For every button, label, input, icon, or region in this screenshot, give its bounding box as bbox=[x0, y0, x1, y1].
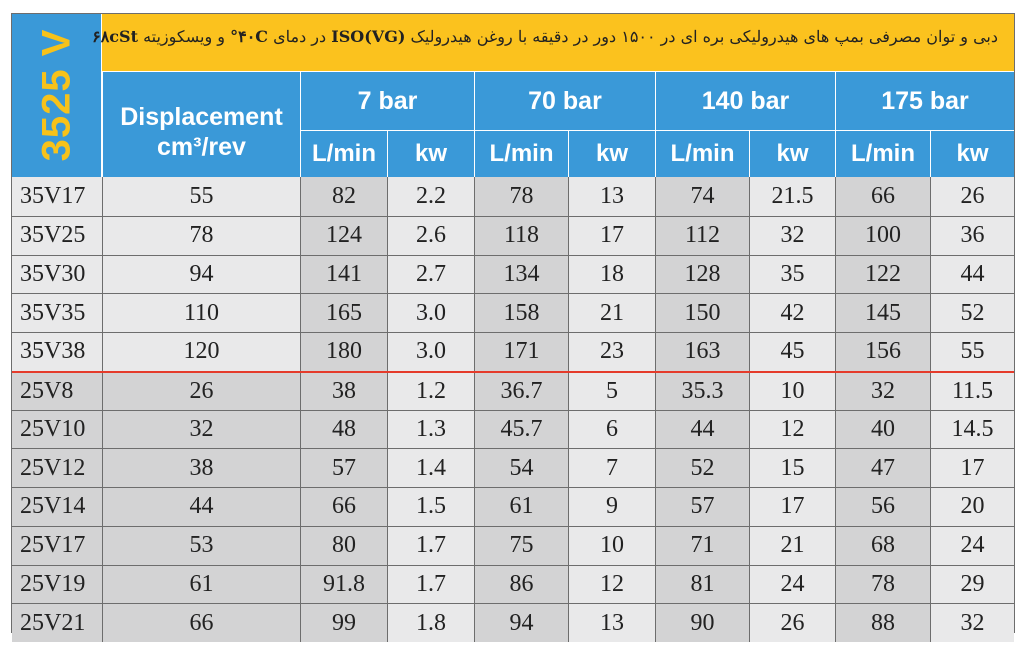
power-7-bar-cell: 1.7 bbox=[387, 527, 474, 565]
flow-7-bar-cell: 57 bbox=[300, 449, 387, 487]
flow-7-bar-cell: 124 bbox=[300, 217, 387, 255]
displacement-cell: 78 bbox=[102, 217, 300, 255]
displacement-cell: 53 bbox=[102, 527, 300, 565]
power-175-bar-cell: 29 bbox=[930, 566, 1014, 604]
series-label-cell bbox=[12, 14, 102, 177]
pump-data-table bbox=[11, 13, 1015, 636]
flow-70-bar-cell: 94 bbox=[474, 604, 568, 642]
table-body bbox=[12, 177, 1014, 642]
power-175-bar-cell: 24 bbox=[930, 527, 1014, 565]
power-140-bar-cell: 17 bbox=[749, 488, 835, 526]
power-70-bar-cell: 12 bbox=[568, 566, 655, 604]
power-140-bar-cell: 10 bbox=[749, 373, 835, 410]
power-7-bar-cell: 3.0 bbox=[387, 294, 474, 332]
displacement-cell: 44 bbox=[102, 488, 300, 526]
model-cell: 35V25 bbox=[12, 217, 102, 255]
power-70-bar-cell: 13 bbox=[568, 604, 655, 642]
power-70-bar-cell: 13 bbox=[568, 177, 655, 216]
power-175-bar-cell: 11.5 bbox=[930, 373, 1014, 410]
title-part-3: در دمای bbox=[268, 27, 332, 46]
power-175-bar-cell: 32 bbox=[930, 604, 1014, 642]
power-175-bar-cell: 52 bbox=[930, 294, 1014, 332]
power-70-bar-cell: 5 bbox=[568, 373, 655, 410]
power-7-bar-cell: 1.5 bbox=[387, 488, 474, 526]
flow-7-bar-cell: 141 bbox=[300, 256, 387, 294]
flow-7-bar-cell: 180 bbox=[300, 333, 387, 371]
power-7-bar-cell: 2.7 bbox=[387, 256, 474, 294]
power-70-bar-cell: 7 bbox=[568, 449, 655, 487]
table-row bbox=[12, 448, 1014, 487]
flow-140-bar-cell: 35.3 bbox=[655, 373, 749, 410]
flow-70-bar-cell: 61 bbox=[474, 488, 568, 526]
model-cell: 25V8 bbox=[12, 373, 102, 410]
flow-7-bar-cell: 80 bbox=[300, 527, 387, 565]
unit-header-flow: L/min bbox=[300, 131, 387, 177]
power-7-bar-cell: 2.6 bbox=[387, 217, 474, 255]
flow-7-bar-cell: 91.8 bbox=[300, 566, 387, 604]
power-140-bar-cell: 21 bbox=[749, 527, 835, 565]
power-140-bar-cell: 21.5 bbox=[749, 177, 835, 216]
model-cell: 35V17 bbox=[12, 177, 102, 216]
flow-140-bar-cell: 150 bbox=[655, 294, 749, 332]
power-7-bar-cell: 1.3 bbox=[387, 411, 474, 449]
flow-175-bar-cell: 145 bbox=[835, 294, 930, 332]
power-175-bar-cell: 17 bbox=[930, 449, 1014, 487]
group-header-175-bar: 175 bar bbox=[835, 72, 1014, 131]
table-title bbox=[92, 27, 998, 46]
power-7-bar-cell: 1.7 bbox=[387, 566, 474, 604]
table-row bbox=[12, 332, 1014, 371]
flow-175-bar-cell: 122 bbox=[835, 256, 930, 294]
flow-70-bar-cell: 45.7 bbox=[474, 411, 568, 449]
table-row bbox=[12, 216, 1014, 255]
title-part-4: ۴۰C° bbox=[230, 27, 269, 46]
displacement-header bbox=[102, 72, 300, 177]
title-part-2: ISO(VG) bbox=[331, 27, 406, 46]
power-7-bar-cell: 2.2 bbox=[387, 177, 474, 216]
unit-header-power: kw bbox=[930, 131, 1014, 177]
flow-7-bar-cell: 48 bbox=[300, 411, 387, 449]
flow-140-bar-cell: 74 bbox=[655, 177, 749, 216]
power-175-bar-cell: 36 bbox=[930, 217, 1014, 255]
power-175-bar-cell: 55 bbox=[930, 333, 1014, 371]
power-140-bar-cell: 15 bbox=[749, 449, 835, 487]
model-cell: 25V10 bbox=[12, 411, 102, 449]
flow-7-bar-cell: 66 bbox=[300, 488, 387, 526]
group-header-70-bar: 70 bar bbox=[474, 72, 655, 131]
power-70-bar-cell: 10 bbox=[568, 527, 655, 565]
displacement-cell: 32 bbox=[102, 411, 300, 449]
flow-175-bar-cell: 78 bbox=[835, 566, 930, 604]
title-part-5: و ویسکوزیته bbox=[137, 27, 231, 46]
flow-175-bar-cell: 156 bbox=[835, 333, 930, 371]
group-header-7-bar: 7 bar bbox=[300, 72, 474, 131]
flow-70-bar-cell: 36.7 bbox=[474, 373, 568, 410]
table-row bbox=[12, 293, 1014, 332]
flow-70-bar-cell: 158 bbox=[474, 294, 568, 332]
flow-70-bar-cell: 75 bbox=[474, 527, 568, 565]
model-cell: 25V12 bbox=[12, 449, 102, 487]
power-140-bar-cell: 42 bbox=[749, 294, 835, 332]
power-175-bar-cell: 20 bbox=[930, 488, 1014, 526]
power-140-bar-cell: 35 bbox=[749, 256, 835, 294]
power-7-bar-cell: 1.8 bbox=[387, 604, 474, 642]
flow-7-bar-cell: 82 bbox=[300, 177, 387, 216]
unit-header-power: kw bbox=[749, 131, 835, 177]
model-cell: 35V35 bbox=[12, 294, 102, 332]
power-140-bar-cell: 24 bbox=[749, 566, 835, 604]
unit-header-power: kw bbox=[568, 131, 655, 177]
power-7-bar-cell: 3.0 bbox=[387, 333, 474, 371]
flow-7-bar-cell: 38 bbox=[300, 373, 387, 410]
title-part-6: ۶۸cSt bbox=[92, 27, 138, 46]
flow-140-bar-cell: 128 bbox=[655, 256, 749, 294]
power-140-bar-cell: 26 bbox=[749, 604, 835, 642]
flow-140-bar-cell: 57 bbox=[655, 488, 749, 526]
displacement-cell: 110 bbox=[102, 294, 300, 332]
group-header-140-bar: 140 bar bbox=[655, 72, 835, 131]
series-label: 3525 V bbox=[34, 28, 79, 162]
flow-70-bar-cell: 86 bbox=[474, 566, 568, 604]
table-row bbox=[12, 410, 1014, 449]
power-7-bar-cell: 1.4 bbox=[387, 449, 474, 487]
power-175-bar-cell: 26 bbox=[930, 177, 1014, 216]
flow-175-bar-cell: 66 bbox=[835, 177, 930, 216]
table-row bbox=[12, 526, 1014, 565]
flow-175-bar-cell: 40 bbox=[835, 411, 930, 449]
displacement-cell: 61 bbox=[102, 566, 300, 604]
displacement-label: Displacement bbox=[120, 102, 283, 131]
power-70-bar-cell: 23 bbox=[568, 333, 655, 371]
flow-70-bar-cell: 134 bbox=[474, 256, 568, 294]
table-row bbox=[12, 487, 1014, 526]
flow-175-bar-cell: 32 bbox=[835, 373, 930, 410]
title-part-1: دبی و توان مصرفی بمپ های هیدرولیکی بره ای در ۱۵۰۰ دور در دقیقه با روغن هیدرولیک bbox=[405, 27, 998, 46]
flow-7-bar-cell: 99 bbox=[300, 604, 387, 642]
flow-175-bar-cell: 68 bbox=[835, 527, 930, 565]
flow-140-bar-cell: 44 bbox=[655, 411, 749, 449]
power-70-bar-cell: 21 bbox=[568, 294, 655, 332]
flow-140-bar-cell: 112 bbox=[655, 217, 749, 255]
table-row bbox=[12, 255, 1014, 294]
flow-70-bar-cell: 54 bbox=[474, 449, 568, 487]
power-70-bar-cell: 6 bbox=[568, 411, 655, 449]
displacement-unit: cm³/rev bbox=[157, 132, 246, 161]
displacement-cell: 94 bbox=[102, 256, 300, 294]
model-cell: 35V38 bbox=[12, 333, 102, 371]
flow-140-bar-cell: 163 bbox=[655, 333, 749, 371]
table-row bbox=[12, 565, 1014, 604]
unit-header-flow: L/min bbox=[474, 131, 568, 177]
displacement-cell: 55 bbox=[102, 177, 300, 216]
table-row bbox=[12, 371, 1014, 410]
power-175-bar-cell: 44 bbox=[930, 256, 1014, 294]
table-row bbox=[12, 177, 1014, 216]
power-140-bar-cell: 12 bbox=[749, 411, 835, 449]
flow-140-bar-cell: 90 bbox=[655, 604, 749, 642]
flow-140-bar-cell: 71 bbox=[655, 527, 749, 565]
power-175-bar-cell: 14.5 bbox=[930, 411, 1014, 449]
displacement-cell: 120 bbox=[102, 333, 300, 371]
model-cell: 25V21 bbox=[12, 604, 102, 642]
unit-header-flow: L/min bbox=[835, 131, 930, 177]
table-title-banner bbox=[92, 14, 1014, 72]
flow-175-bar-cell: 100 bbox=[835, 217, 930, 255]
flow-140-bar-cell: 81 bbox=[655, 566, 749, 604]
power-7-bar-cell: 1.2 bbox=[387, 373, 474, 410]
model-cell: 25V19 bbox=[12, 566, 102, 604]
flow-175-bar-cell: 56 bbox=[835, 488, 930, 526]
flow-70-bar-cell: 78 bbox=[474, 177, 568, 216]
table-row bbox=[12, 603, 1014, 642]
power-140-bar-cell: 45 bbox=[749, 333, 835, 371]
unit-header-flow: L/min bbox=[655, 131, 749, 177]
flow-7-bar-cell: 165 bbox=[300, 294, 387, 332]
power-70-bar-cell: 9 bbox=[568, 488, 655, 526]
power-140-bar-cell: 32 bbox=[749, 217, 835, 255]
model-cell: 25V17 bbox=[12, 527, 102, 565]
displacement-cell: 66 bbox=[102, 604, 300, 642]
model-cell: 35V30 bbox=[12, 256, 102, 294]
unit-header-power: kw bbox=[387, 131, 474, 177]
displacement-cell: 38 bbox=[102, 449, 300, 487]
flow-175-bar-cell: 88 bbox=[835, 604, 930, 642]
model-cell: 25V14 bbox=[12, 488, 102, 526]
flow-70-bar-cell: 118 bbox=[474, 217, 568, 255]
power-70-bar-cell: 17 bbox=[568, 217, 655, 255]
power-70-bar-cell: 18 bbox=[568, 256, 655, 294]
flow-70-bar-cell: 171 bbox=[474, 333, 568, 371]
displacement-cell: 26 bbox=[102, 373, 300, 410]
flow-140-bar-cell: 52 bbox=[655, 449, 749, 487]
flow-175-bar-cell: 47 bbox=[835, 449, 930, 487]
